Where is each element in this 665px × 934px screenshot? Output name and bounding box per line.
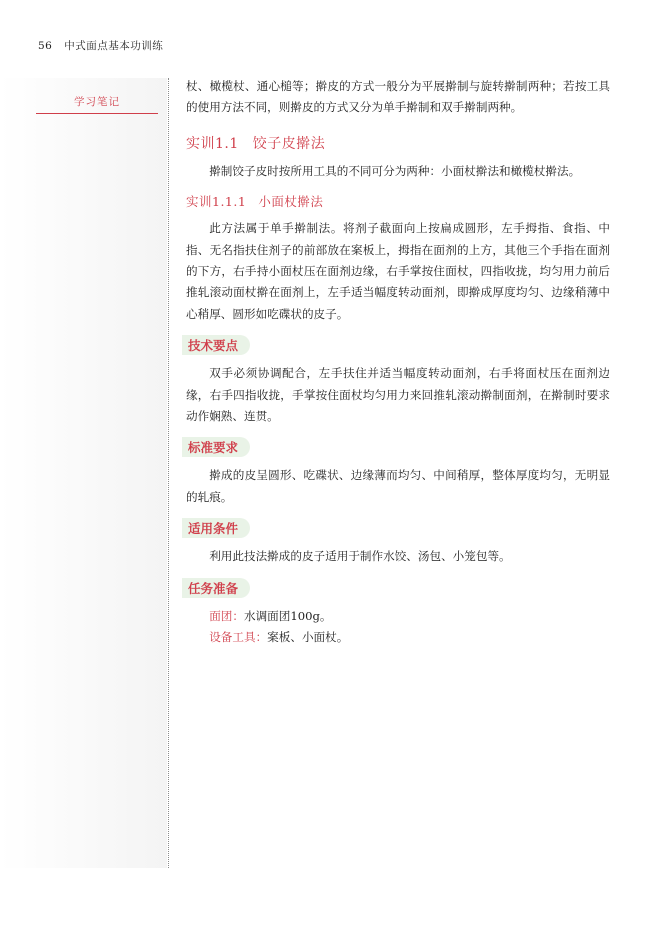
item-label: 面团： [209, 608, 244, 623]
conditions-body: 利用此技法擀成的皮子适用于制作水饺、汤包、小笼包等。 [209, 549, 511, 564]
study-notes-label: 学习笔记 [36, 94, 158, 114]
subsection-number: 实训1.1.1 [186, 194, 247, 210]
subsection-body: 此方法属于单手擀制法。将剂子截面向上按扁成圆形，左手拇指、食指、中指、无名指扶住剂子的前部放在案板上，拇指在面剂的上方，其他三个手指在面剂的下方，右手持小面杖压在面剂边缘，右手掌按住面杖，四指收拢，均匀用力前后推轧滚动面杖擀在面剂上，左手适当幅度转动面剂，即擀成厚度均匀、边缘稍薄中心稍厚、圆形如吃碟状的皮子。 [186, 221, 610, 321]
item-value: 案板、小面杖。 [267, 630, 349, 645]
standards-body: 擀成的皮呈圆形、吃碟状、边缘薄而均匀、中间稍厚，整体厚度均匀，无明显的轧痕。 [186, 468, 610, 504]
subsection-heading [186, 192, 610, 210]
item-value: 水调面团100g。 [243, 608, 332, 623]
intro-paragraph: 杖、橄榄杖、通心槌等；擀皮的方式一般分为平展擀制与旋转擀制两种；若按工具的使用方法不同，则擀皮的方式又分为单手擀制和双手擀制两种。 [186, 79, 610, 115]
standards-label: 标准要求 [182, 437, 250, 457]
section-body: 擀制饺子皮时按所用工具的不同可分为两种：小面杖擀法和橄榄杖擀法。 [209, 163, 581, 178]
book-title: 中式面点基本功训练 [64, 40, 164, 52]
conditions-label: 适用条件 [182, 518, 250, 538]
page-number: 56 [38, 40, 53, 52]
section-number: 实训1.1 [186, 135, 239, 152]
section-title: 饺子皮擀法 [252, 135, 326, 152]
preparation-item [186, 627, 610, 648]
notes-margin [0, 78, 167, 868]
tech-points-body: 双手必须协调配合，左手扶住并适当幅度转动面剂，右手将面杖压在面剂边缘，右手四指收拢，手掌按住面杖均匀用力来回推轧滚动擀制面剂，在擀制时要求动作娴熟、连贯。 [186, 366, 610, 424]
item-label: 设备工具： [209, 630, 268, 645]
main-content [186, 76, 610, 649]
running-header [38, 38, 163, 53]
margin-divider [168, 78, 169, 868]
preparation-label: 任务准备 [182, 578, 250, 598]
tech-points-label: 技术要点 [182, 335, 250, 355]
subsection-title: 小面杖擀法 [258, 194, 324, 210]
section-heading [186, 133, 610, 153]
preparation-item [186, 606, 610, 627]
